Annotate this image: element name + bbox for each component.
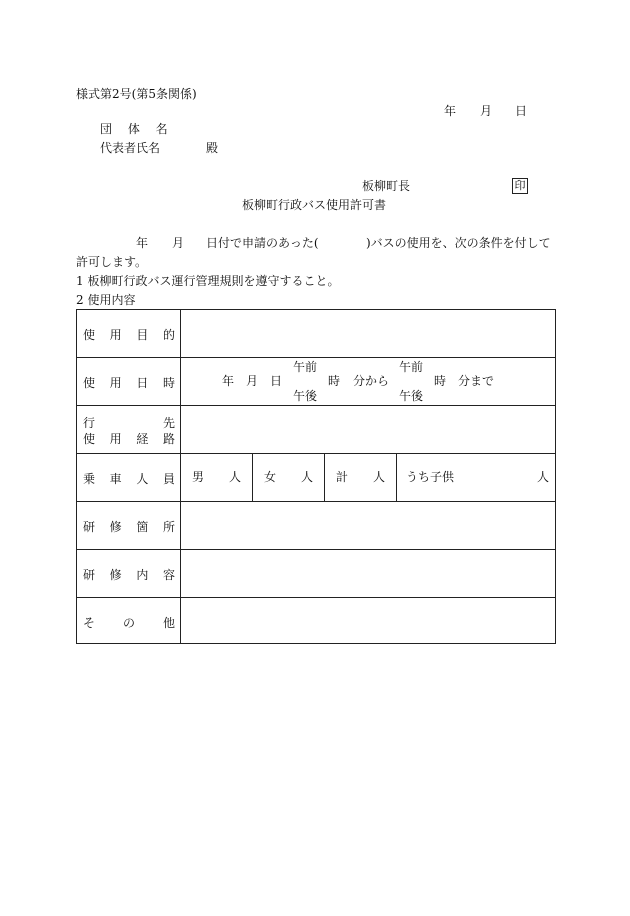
passengers-label: 乗 車 人 員 bbox=[83, 472, 175, 486]
document-title: 板柳町行政バス使用許可書 bbox=[242, 198, 387, 212]
body-month: 月 bbox=[172, 236, 185, 250]
datetime-year: 年 bbox=[222, 374, 235, 388]
seal-stamp: 印 bbox=[512, 178, 528, 194]
passengers-male-unit: 人 bbox=[229, 470, 242, 484]
purpose-label: 使 用 目 的 bbox=[83, 328, 175, 342]
row-divider bbox=[77, 357, 555, 358]
row-divider bbox=[77, 549, 555, 550]
passenger-divider bbox=[252, 453, 253, 501]
passengers-total-unit: 人 bbox=[373, 470, 386, 484]
passengers-children-unit: 人 bbox=[537, 470, 550, 484]
datetime-hour-1: 時 bbox=[328, 374, 341, 388]
row-divider bbox=[77, 501, 555, 502]
passenger-divider bbox=[396, 453, 397, 501]
label-column-divider bbox=[180, 310, 181, 643]
passenger-divider bbox=[324, 453, 325, 501]
usage-table bbox=[76, 309, 556, 644]
passengers-male-label: 男 bbox=[192, 470, 205, 484]
issuer-title: 板柳町長 bbox=[362, 179, 411, 193]
condition-1: 1 板柳町行政バス運行管理規則を遵守すること。 bbox=[76, 274, 340, 288]
date-month-label: 月 bbox=[480, 104, 493, 118]
body-line1-rest: 日付で申請のあった( bbox=[206, 236, 319, 250]
training-place-label: 研 修 箇 所 bbox=[83, 520, 175, 534]
training-content-label: 研 修 内 容 bbox=[83, 568, 175, 582]
passengers-female-unit: 人 bbox=[301, 470, 314, 484]
datetime-label: 使 用 日 時 bbox=[83, 376, 175, 390]
form-number: 様式第2号(第5条関係) bbox=[76, 87, 197, 101]
representative-name-label: 代表者氏名 bbox=[100, 141, 161, 155]
other-label: そ の 他 bbox=[83, 616, 175, 630]
datetime-day: 日 bbox=[270, 374, 283, 388]
date-day-label: 日 bbox=[515, 104, 528, 118]
datetime-month: 月 bbox=[246, 374, 259, 388]
datetime-pm-2: 午後 bbox=[399, 389, 424, 403]
honorific: 殿 bbox=[206, 141, 219, 155]
route-label: 使 用 経 路 bbox=[83, 432, 175, 446]
row-divider bbox=[77, 597, 555, 598]
date-year-label: 年 bbox=[444, 104, 457, 118]
body-line2: 許可します。 bbox=[76, 255, 148, 269]
passengers-female-label: 女 bbox=[264, 470, 277, 484]
passengers-total-label: 計 bbox=[336, 470, 349, 484]
row-divider bbox=[77, 453, 555, 454]
body-year: 年 bbox=[136, 236, 149, 250]
datetime-am-2: 午前 bbox=[399, 360, 424, 374]
datetime-am-1: 午前 bbox=[293, 360, 318, 374]
body-line1-end: )バスの使用を、次の条件を付して bbox=[366, 236, 551, 250]
datetime-min-to: 分まで bbox=[458, 374, 495, 388]
destination-label: 行 先 bbox=[83, 416, 175, 430]
passengers-children-label: うち子供 bbox=[406, 470, 455, 484]
row-divider bbox=[77, 405, 555, 406]
group-name-label: 団 体 名 bbox=[100, 122, 174, 136]
datetime-pm-1: 午後 bbox=[293, 389, 318, 403]
condition-2: 2 使用内容 bbox=[76, 293, 136, 307]
datetime-min-from: 分から bbox=[353, 374, 390, 388]
datetime-hour-2: 時 bbox=[434, 374, 447, 388]
